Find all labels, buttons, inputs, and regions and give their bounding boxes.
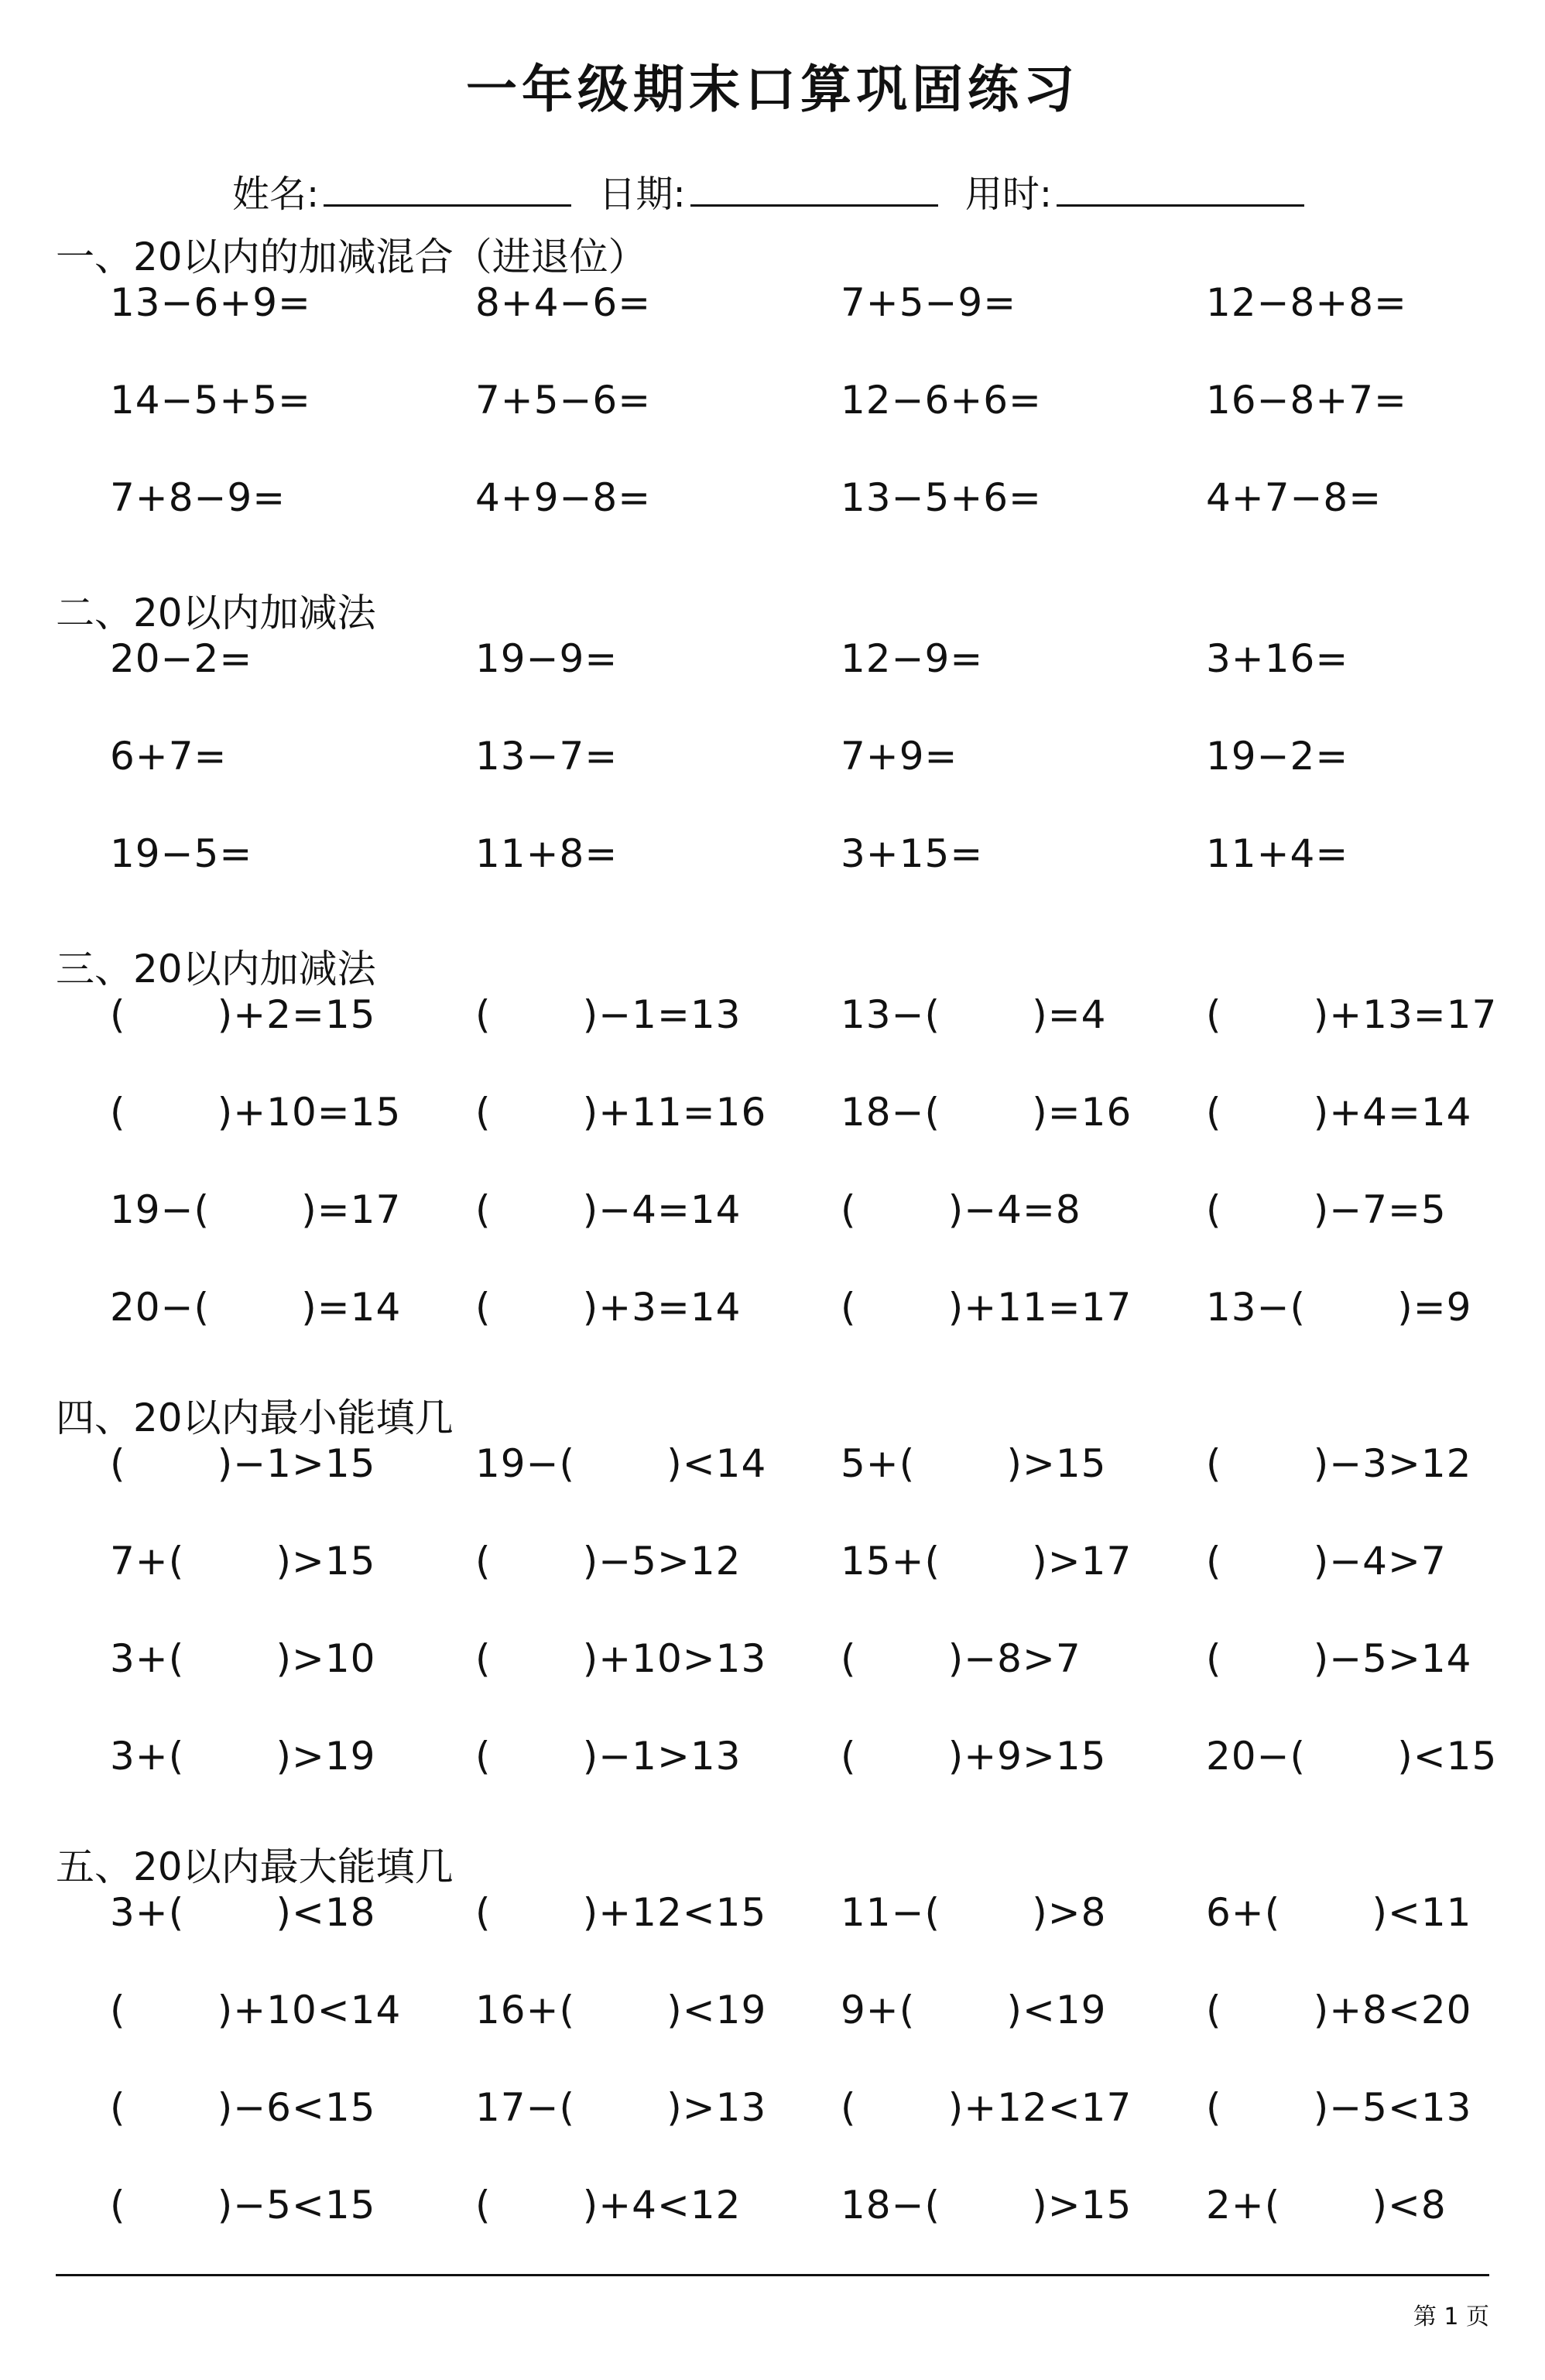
problem-item: 2+( )<8 — [1206, 2183, 1447, 2228]
problem-item: 17−( )>13 — [475, 2085, 767, 2130]
problem-item: 7+( )>15 — [110, 1539, 376, 1584]
problem-item: 11+8= — [475, 831, 618, 876]
problem-item: 3+16= — [1206, 636, 1349, 681]
page-number: 第 1 页 — [1413, 2303, 1489, 2330]
problem-item: ( )+2=15 — [110, 992, 376, 1037]
problem-item: 20−( )<15 — [1206, 1734, 1498, 1779]
problem-item: 3+( )>10 — [110, 1636, 376, 1681]
problem-item: ( )+13=17 — [1206, 992, 1498, 1037]
problem-item: ( )−8>7 — [841, 1636, 1081, 1681]
problem-item: ( )−5>12 — [475, 1539, 742, 1584]
problem-item: ( )−1=13 — [475, 992, 742, 1037]
problem-item: 3+15= — [841, 831, 984, 876]
problem-item: 16−8+7= — [1206, 378, 1407, 423]
problem-item: 13−( )=9 — [1206, 1285, 1472, 1330]
problem-item: 20−( )=14 — [110, 1285, 402, 1330]
problem-item: ( )−1>15 — [110, 1441, 376, 1486]
problem-item: 7+5−6= — [475, 378, 652, 423]
problem-item: 3+( )<18 — [110, 1890, 376, 1935]
problem-item: 14−5+5= — [110, 378, 311, 423]
footer-divider — [56, 2274, 1489, 2276]
problem-item: 11+4= — [1206, 831, 1349, 876]
problem-item: ( )−5>14 — [1206, 1636, 1472, 1681]
problem-item: 13−6+9= — [110, 280, 311, 325]
problem-item: 19−( )<14 — [475, 1441, 767, 1486]
problem-item: 3+( )>19 — [110, 1734, 376, 1779]
problem-item: ( )+10<14 — [110, 1988, 402, 2032]
name-field — [232, 164, 571, 217]
problem-item: 7+5−9= — [841, 280, 1017, 325]
problem-item: 13−( )=4 — [841, 992, 1107, 1037]
problem-item: ( )+4=14 — [1206, 1090, 1472, 1135]
section-title: 一、20以内的加减混合（进退位） — [56, 235, 647, 279]
name-label: 姓名: — [232, 173, 320, 216]
section-title: 五、20以内最大能填几 — [56, 1844, 454, 1889]
problem-item: 18−( )=16 — [841, 1090, 1132, 1135]
date-blank[interactable] — [690, 170, 938, 207]
problem-item: ( )−4>7 — [1206, 1539, 1447, 1584]
date-field — [598, 164, 937, 217]
problem-item: 15+( )>17 — [841, 1539, 1132, 1584]
time-field — [965, 164, 1304, 217]
student-info-row — [232, 164, 1320, 217]
problem-item: 19−2= — [1206, 734, 1349, 779]
section-title: 三、20以内加减法 — [56, 947, 376, 991]
problem-item: 18−( )>15 — [841, 2183, 1132, 2228]
problem-item: 4+7−8= — [1206, 475, 1382, 520]
problem-item: ( )+11=16 — [475, 1090, 767, 1135]
time-blank[interactable] — [1057, 170, 1304, 207]
problem-item: 19−5= — [110, 831, 253, 876]
problem-item: 5+( )>15 — [841, 1441, 1107, 1486]
problem-item: ( )−4=8 — [841, 1187, 1081, 1232]
problem-item: 9+( )<19 — [841, 1988, 1107, 2032]
problem-item: 13−7= — [475, 734, 618, 779]
page-title: 一年级期末口算巩固练习 — [466, 60, 1079, 119]
problem-item: 7+8−9= — [110, 475, 286, 520]
date-label: 日期: — [598, 173, 686, 216]
problem-item: 4+9−8= — [475, 475, 652, 520]
problem-item: ( )−7=5 — [1206, 1187, 1447, 1232]
time-label: 用时: — [964, 173, 1053, 216]
problem-item: ( )−5<13 — [1206, 2085, 1472, 2130]
problem-item: ( )+12<15 — [475, 1890, 767, 1935]
problem-item: 12−6+6= — [841, 378, 1042, 423]
problem-item: 6+( )<11 — [1206, 1890, 1472, 1935]
section-title: 四、20以内最小能填几 — [56, 1395, 454, 1440]
problem-item: ( )+10>13 — [475, 1636, 767, 1681]
problem-item: 19−( )=17 — [110, 1187, 402, 1232]
problem-item: 20−2= — [110, 636, 253, 681]
problem-item: 11−( )>8 — [841, 1890, 1107, 1935]
problem-item: ( )+12<17 — [841, 2085, 1132, 2130]
problem-item: 6+7= — [110, 734, 228, 779]
problem-item: ( )+3=14 — [475, 1285, 742, 1330]
problem-item: ( )−1>13 — [475, 1734, 742, 1779]
problem-item: ( )−6<15 — [110, 2085, 376, 2130]
problem-item: 13−5+6= — [841, 475, 1042, 520]
problem-item: 8+4−6= — [475, 280, 652, 325]
problem-item: ( )−5<15 — [110, 2183, 376, 2228]
section-title: 二、20以内加减法 — [56, 591, 376, 635]
problem-item: ( )+8<20 — [1206, 1988, 1472, 2032]
name-blank[interactable] — [324, 170, 571, 207]
problem-item: ( )−4=14 — [475, 1187, 742, 1232]
problem-item: 19−9= — [475, 636, 618, 681]
problem-item: ( )+4<12 — [475, 2183, 742, 2228]
problem-item: 16+( )<19 — [475, 1988, 767, 2032]
problem-item: ( )+11=17 — [841, 1285, 1132, 1330]
problem-item: 12−8+8= — [1206, 280, 1407, 325]
problem-item: 7+9= — [841, 734, 958, 779]
problem-item: ( )−3>12 — [1206, 1441, 1472, 1486]
problem-item: 12−9= — [841, 636, 984, 681]
problem-item: ( )+9>15 — [841, 1734, 1107, 1779]
problem-item: ( )+10=15 — [110, 1090, 402, 1135]
